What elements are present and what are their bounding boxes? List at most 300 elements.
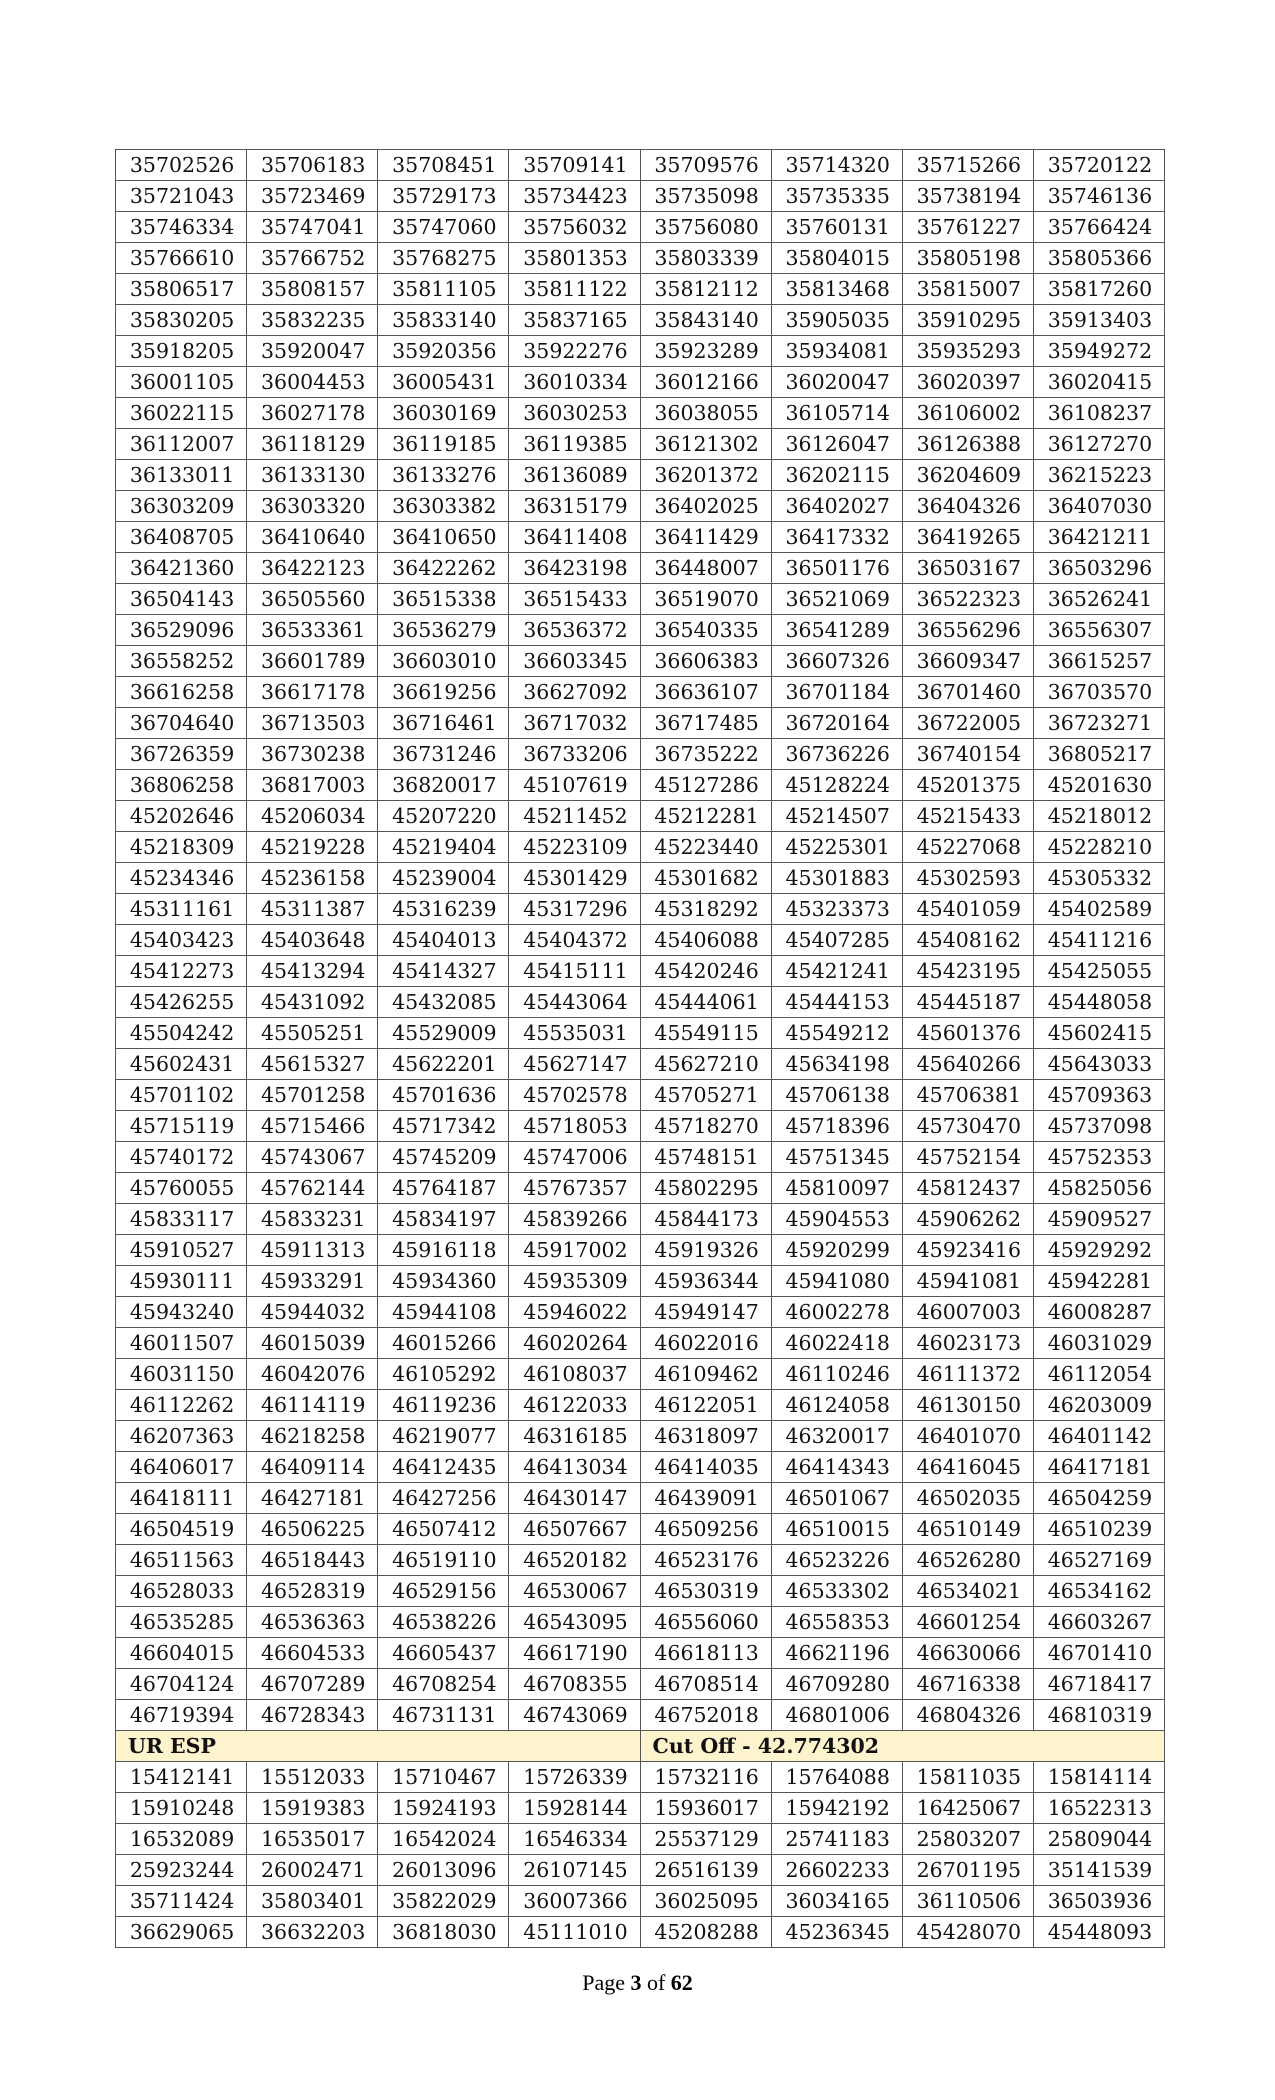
roll-number-cell: 45936344 — [640, 1266, 771, 1297]
roll-number-cell: 45730470 — [902, 1111, 1033, 1142]
roll-number-cell: 36027178 — [247, 398, 378, 429]
roll-number-cell: 15814114 — [1033, 1762, 1164, 1793]
roll-number-cell: 45404013 — [378, 925, 509, 956]
roll-number-cell: 36404326 — [902, 491, 1033, 522]
roll-number-cell: 45760055 — [116, 1173, 247, 1204]
roll-number-cell: 46207363 — [116, 1421, 247, 1452]
roll-number-cell: 45208288 — [640, 1917, 771, 1948]
roll-number-cell: 46701410 — [1033, 1638, 1164, 1669]
roll-number-cell: 35812112 — [640, 274, 771, 305]
table-row — [116, 1142, 1165, 1173]
roll-number-cell: 45748151 — [640, 1142, 771, 1173]
roll-number-cell: 45911313 — [247, 1235, 378, 1266]
roll-number-cell: 46603267 — [1033, 1607, 1164, 1638]
roll-number-cell: 36112007 — [116, 429, 247, 460]
roll-number-cell: 26002471 — [247, 1855, 378, 1886]
roll-number-cell: 35830205 — [116, 305, 247, 336]
roll-number-cell: 35711424 — [116, 1886, 247, 1917]
roll-number-cell: 46752018 — [640, 1700, 771, 1731]
roll-number-cell: 45223109 — [509, 832, 640, 863]
roll-number-cell: 35709576 — [640, 150, 771, 181]
roll-number-cell: 45643033 — [1033, 1049, 1164, 1080]
roll-number-cell: 36503296 — [1033, 553, 1164, 584]
roll-number-cell: 36806258 — [116, 770, 247, 801]
roll-number-cell: 46501067 — [771, 1483, 902, 1514]
roll-number-cell: 15942192 — [771, 1793, 902, 1824]
roll-number-cell: 36606383 — [640, 646, 771, 677]
roll-number-cell: 45317296 — [509, 894, 640, 925]
roll-number-cell: 35806517 — [116, 274, 247, 305]
roll-number-cell: 45432085 — [378, 987, 509, 1018]
roll-number-cell: 35735098 — [640, 181, 771, 212]
roll-number-cell: 46105292 — [378, 1359, 509, 1390]
roll-number-cell: 15928144 — [509, 1793, 640, 1824]
table-row — [116, 894, 1165, 925]
table-row — [116, 1328, 1165, 1359]
roll-number-cell: 45718396 — [771, 1111, 902, 1142]
roll-number-cell: 45111010 — [509, 1917, 640, 1948]
roll-number-cell: 35803401 — [247, 1886, 378, 1917]
roll-number-cell: 45743067 — [247, 1142, 378, 1173]
roll-number-cell: 45214507 — [771, 801, 902, 832]
table-row — [116, 1545, 1165, 1576]
roll-number-cell: 35756080 — [640, 212, 771, 243]
roll-number-cell: 45706138 — [771, 1080, 902, 1111]
table-row — [116, 1080, 1165, 1111]
roll-number-cell: 35720122 — [1033, 150, 1164, 181]
roll-number-cell: 25537129 — [640, 1824, 771, 1855]
section-category-label: UR ESP — [116, 1731, 641, 1762]
roll-number-cell: 45428070 — [902, 1917, 1033, 1948]
roll-number-cell: 16425067 — [902, 1793, 1033, 1824]
roll-number-cell: 45420246 — [640, 956, 771, 987]
roll-number-cell: 16522313 — [1033, 1793, 1164, 1824]
roll-number-cell: 36636107 — [640, 677, 771, 708]
roll-number-cell: 45946022 — [509, 1297, 640, 1328]
roll-number-cell: 45423195 — [902, 956, 1033, 987]
roll-number-cell: 35709141 — [509, 150, 640, 181]
roll-number-cell: 46031029 — [1033, 1328, 1164, 1359]
roll-number-cell: 36402027 — [771, 491, 902, 522]
roll-number-cell: 36603010 — [378, 646, 509, 677]
roll-number-cell: 36201372 — [640, 460, 771, 491]
roll-number-cell: 45941080 — [771, 1266, 902, 1297]
roll-number-cell: 36136089 — [509, 460, 640, 491]
table-row — [116, 1359, 1165, 1390]
roll-number-cell: 45634198 — [771, 1049, 902, 1080]
roll-number-cell: 36419265 — [902, 522, 1033, 553]
roll-number-cell: 46621196 — [771, 1638, 902, 1669]
roll-number-cell: 36030169 — [378, 398, 509, 429]
roll-number-cell: 46119236 — [378, 1390, 509, 1421]
roll-number-cell: 45212281 — [640, 801, 771, 832]
table-row — [116, 1917, 1165, 1948]
roll-number-cell: 45752353 — [1033, 1142, 1164, 1173]
roll-number-cell: 46810319 — [1033, 1700, 1164, 1731]
roll-number-cell: 46122051 — [640, 1390, 771, 1421]
roll-number-cell: 36733206 — [509, 739, 640, 770]
roll-number-table — [115, 149, 1165, 1948]
roll-number-cell: 36001105 — [116, 367, 247, 398]
roll-number-cell: 36817003 — [247, 770, 378, 801]
table-row — [116, 770, 1165, 801]
roll-number-cell: 36133130 — [247, 460, 378, 491]
roll-number-cell: 45640266 — [902, 1049, 1033, 1080]
roll-number-cell: 46112262 — [116, 1390, 247, 1421]
roll-number-cell: 35761227 — [902, 212, 1033, 243]
table-row — [116, 522, 1165, 553]
table-row — [116, 150, 1165, 181]
roll-number-cell: 36202115 — [771, 460, 902, 491]
roll-number-cell: 46510015 — [771, 1514, 902, 1545]
roll-number-cell: 46413034 — [509, 1452, 640, 1483]
roll-number-cell: 35801353 — [509, 243, 640, 274]
roll-number-cell: 46530067 — [509, 1576, 640, 1607]
roll-number-cell: 45219228 — [247, 832, 378, 863]
page-current: 3 — [630, 1970, 642, 1995]
roll-number-cell: 36410650 — [378, 522, 509, 553]
roll-number-cell: 36408705 — [116, 522, 247, 553]
table-row — [116, 460, 1165, 491]
roll-number-cell: 45127286 — [640, 770, 771, 801]
roll-number-cell: 46414343 — [771, 1452, 902, 1483]
roll-number-cell: 36740154 — [902, 739, 1033, 770]
roll-number-cell: 45718270 — [640, 1111, 771, 1142]
roll-number-cell: 45929292 — [1033, 1235, 1164, 1266]
roll-number-cell: 45810097 — [771, 1173, 902, 1204]
roll-number-cell: 46031150 — [116, 1359, 247, 1390]
roll-number-cell: 45415111 — [509, 956, 640, 987]
roll-number-cell: 36556296 — [902, 615, 1033, 646]
roll-number-cell: 36025095 — [640, 1886, 771, 1917]
roll-number-cell: 46112054 — [1033, 1359, 1164, 1390]
table-row — [116, 1886, 1165, 1917]
roll-number-cell: 46529156 — [378, 1576, 509, 1607]
roll-number-cell: 46108037 — [509, 1359, 640, 1390]
roll-number-cell: 36716461 — [378, 708, 509, 739]
roll-number-cell: 45402589 — [1033, 894, 1164, 925]
roll-number-cell: 36119185 — [378, 429, 509, 460]
roll-number-cell: 45219404 — [378, 832, 509, 863]
roll-number-cell: 46406017 — [116, 1452, 247, 1483]
roll-number-cell: 36726359 — [116, 739, 247, 770]
roll-number-cell: 46556060 — [640, 1607, 771, 1638]
table-row — [116, 212, 1165, 243]
roll-number-cell: 16532089 — [116, 1824, 247, 1855]
roll-number-cell: 46417181 — [1033, 1452, 1164, 1483]
roll-number-cell: 36504143 — [116, 584, 247, 615]
roll-number-cell: 36133276 — [378, 460, 509, 491]
roll-number-cell: 46416045 — [902, 1452, 1033, 1483]
roll-number-cell: 45705271 — [640, 1080, 771, 1111]
roll-number-cell: 45910527 — [116, 1235, 247, 1266]
roll-number-cell: 46523176 — [640, 1545, 771, 1576]
roll-number-cell: 36519070 — [640, 584, 771, 615]
table-row — [116, 615, 1165, 646]
roll-number-cell: 35715266 — [902, 150, 1033, 181]
roll-number-cell: 45701102 — [116, 1080, 247, 1111]
roll-number-cell: 45701636 — [378, 1080, 509, 1111]
roll-number-cell: 36536372 — [509, 615, 640, 646]
roll-number-cell: 45812437 — [902, 1173, 1033, 1204]
roll-number-cell: 36105714 — [771, 398, 902, 429]
roll-number-cell: 36133011 — [116, 460, 247, 491]
roll-number-cell: 46510149 — [902, 1514, 1033, 1545]
roll-number-cell: 25809044 — [1033, 1824, 1164, 1855]
table-row — [116, 491, 1165, 522]
roll-number-cell: 36558252 — [116, 646, 247, 677]
roll-number-cell: 46008287 — [1033, 1297, 1164, 1328]
roll-number-cell: 45431092 — [247, 987, 378, 1018]
roll-number-cell: 45740172 — [116, 1142, 247, 1173]
roll-number-cell: 15811035 — [902, 1762, 1033, 1793]
roll-number-cell: 36106002 — [902, 398, 1033, 429]
roll-number-cell: 46430147 — [509, 1483, 640, 1514]
roll-number-cell: 45627210 — [640, 1049, 771, 1080]
roll-number-cell: 35808157 — [247, 274, 378, 305]
roll-number-cell: 36503936 — [1033, 1886, 1164, 1917]
roll-number-cell: 45404372 — [509, 925, 640, 956]
roll-number-cell: 45909527 — [1033, 1204, 1164, 1235]
roll-number-cell: 45917002 — [509, 1235, 640, 1266]
roll-number-cell: 45425055 — [1033, 956, 1164, 987]
roll-number-cell: 35766610 — [116, 243, 247, 274]
roll-number-cell: 46527169 — [1033, 1545, 1164, 1576]
roll-number-cell: 45406088 — [640, 925, 771, 956]
roll-number-cell: 46504259 — [1033, 1483, 1164, 1514]
roll-number-cell: 46534162 — [1033, 1576, 1164, 1607]
roll-number-cell: 36609347 — [902, 646, 1033, 677]
roll-number-cell: 35811122 — [509, 274, 640, 305]
roll-number-cell: 36004453 — [247, 367, 378, 398]
roll-number-cell: 36703570 — [1033, 677, 1164, 708]
roll-number-cell: 36215223 — [1033, 460, 1164, 491]
roll-number-cell: 36303320 — [247, 491, 378, 522]
table-row — [116, 801, 1165, 832]
roll-number-cell: 46716338 — [902, 1669, 1033, 1700]
roll-number-cell: 46511563 — [116, 1545, 247, 1576]
roll-number-cell: 46507667 — [509, 1514, 640, 1545]
roll-number-cell: 15919383 — [247, 1793, 378, 1824]
roll-number-cell: 36616258 — [116, 677, 247, 708]
roll-number-cell: 46022016 — [640, 1328, 771, 1359]
roll-number-cell: 36303209 — [116, 491, 247, 522]
roll-number-cell: 45844173 — [640, 1204, 771, 1235]
roll-number-cell: 35935293 — [902, 336, 1033, 367]
roll-number-cell: 46708254 — [378, 1669, 509, 1700]
table-row — [116, 429, 1165, 460]
roll-number-cell: 45930111 — [116, 1266, 247, 1297]
roll-number-cell: 36034165 — [771, 1886, 902, 1917]
roll-number-cell: 45445187 — [902, 987, 1033, 1018]
roll-number-cell: 46427181 — [247, 1483, 378, 1514]
roll-number-cell: 45201375 — [902, 770, 1033, 801]
roll-number-cell: 46709280 — [771, 1669, 902, 1700]
roll-number-cell: 45549115 — [640, 1018, 771, 1049]
roll-number-cell: 16546334 — [509, 1824, 640, 1855]
roll-number-cell: 36505560 — [247, 584, 378, 615]
roll-number-cell: 36204609 — [902, 460, 1033, 491]
roll-number-cell: 46114119 — [247, 1390, 378, 1421]
roll-number-cell: 45919326 — [640, 1235, 771, 1266]
roll-number-cell: 45718053 — [509, 1111, 640, 1142]
roll-number-cell: 35920356 — [378, 336, 509, 367]
roll-number-cell: 36717032 — [509, 708, 640, 739]
roll-number-cell: 15512033 — [247, 1762, 378, 1793]
roll-number-cell: 36722005 — [902, 708, 1033, 739]
table-row — [116, 1018, 1165, 1049]
roll-number-cell: 36533361 — [247, 615, 378, 646]
roll-number-cell: 35723469 — [247, 181, 378, 212]
roll-number-cell: 46604015 — [116, 1638, 247, 1669]
table-row — [116, 1700, 1165, 1731]
roll-number-cell: 45942281 — [1033, 1266, 1164, 1297]
roll-number-cell: 36736226 — [771, 739, 902, 770]
roll-number-cell: 45448058 — [1033, 987, 1164, 1018]
roll-number-cell: 45923416 — [902, 1235, 1033, 1266]
roll-number-cell: 45833117 — [116, 1204, 247, 1235]
table-row — [116, 1049, 1165, 1080]
roll-number-cell: 36020415 — [1033, 367, 1164, 398]
table-row — [116, 832, 1165, 863]
roll-number-cell: 36619256 — [378, 677, 509, 708]
roll-number-cell: 46708355 — [509, 1669, 640, 1700]
roll-number-cell: 46605437 — [378, 1638, 509, 1669]
roll-number-cell: 36411408 — [509, 522, 640, 553]
table-row — [116, 1762, 1165, 1793]
roll-number-cell: 45311387 — [247, 894, 378, 925]
roll-number-cell: 36501176 — [771, 553, 902, 584]
roll-number-cell: 46526280 — [902, 1545, 1033, 1576]
roll-number-cell: 46528319 — [247, 1576, 378, 1607]
roll-number-cell: 25803207 — [902, 1824, 1033, 1855]
roll-number-cell: 45128224 — [771, 770, 902, 801]
roll-number-cell: 15732116 — [640, 1762, 771, 1793]
roll-number-cell: 46731131 — [378, 1700, 509, 1731]
roll-number-cell: 45802295 — [640, 1173, 771, 1204]
roll-number-cell: 35760131 — [771, 212, 902, 243]
table-row — [116, 305, 1165, 336]
roll-number-cell: 35805366 — [1033, 243, 1164, 274]
roll-number-cell: 36521069 — [771, 584, 902, 615]
roll-number-cell: 36730238 — [247, 739, 378, 770]
roll-number-cell: 46015039 — [247, 1328, 378, 1359]
roll-number-cell: 36118129 — [247, 429, 378, 460]
roll-number-cell: 46533302 — [771, 1576, 902, 1607]
roll-number-cell: 45949147 — [640, 1297, 771, 1328]
roll-number-cell: 45413294 — [247, 956, 378, 987]
roll-number-cell: 46124058 — [771, 1390, 902, 1421]
roll-number-cell: 45234346 — [116, 863, 247, 894]
roll-number-cell: 45933291 — [247, 1266, 378, 1297]
roll-number-cell: 36108237 — [1033, 398, 1164, 429]
roll-number-cell: 35934081 — [771, 336, 902, 367]
roll-number-cell: 45944032 — [247, 1297, 378, 1328]
roll-number-cell: 45701258 — [247, 1080, 378, 1111]
roll-number-cell: 46502035 — [902, 1483, 1033, 1514]
roll-number-cell: 15726339 — [509, 1762, 640, 1793]
table-row — [116, 1483, 1165, 1514]
roll-number-cell: 45601376 — [902, 1018, 1033, 1049]
roll-number-cell: 26701195 — [902, 1855, 1033, 1886]
roll-number-cell: 36503167 — [902, 553, 1033, 584]
roll-number-cell: 46509256 — [640, 1514, 771, 1545]
table-row — [116, 1204, 1165, 1235]
table-row — [116, 739, 1165, 770]
roll-number-cell: 36820017 — [378, 770, 509, 801]
roll-number-cell: 36717485 — [640, 708, 771, 739]
table-row — [116, 1514, 1165, 1545]
roll-number-cell: 15764088 — [771, 1762, 902, 1793]
roll-number-cell: 15910248 — [116, 1793, 247, 1824]
roll-number-cell: 35837165 — [509, 305, 640, 336]
table-row — [116, 584, 1165, 615]
roll-number-cell: 45916118 — [378, 1235, 509, 1266]
roll-number-cell: 36407030 — [1033, 491, 1164, 522]
roll-number-cell: 16535017 — [247, 1824, 378, 1855]
roll-number-cell: 46111372 — [902, 1359, 1033, 1390]
roll-number-cell: 45408162 — [902, 925, 1033, 956]
roll-number-cell: 46020264 — [509, 1328, 640, 1359]
roll-number-cell: 45215433 — [902, 801, 1033, 832]
roll-number-cell: 36126047 — [771, 429, 902, 460]
table-row — [116, 708, 1165, 739]
roll-number-cell: 45715119 — [116, 1111, 247, 1142]
roll-number-cell: 46023173 — [902, 1328, 1033, 1359]
roll-number-cell: 46506225 — [247, 1514, 378, 1545]
roll-number-cell: 45414327 — [378, 956, 509, 987]
roll-number-cell: 45318292 — [640, 894, 771, 925]
roll-number-cell: 45301883 — [771, 863, 902, 894]
roll-number-cell: 36515433 — [509, 584, 640, 615]
roll-number-cell: 46520182 — [509, 1545, 640, 1576]
roll-number-cell: 46535285 — [116, 1607, 247, 1638]
roll-number-cell: 36515338 — [378, 584, 509, 615]
roll-number-cell: 36723271 — [1033, 708, 1164, 739]
roll-number-cell: 45745209 — [378, 1142, 509, 1173]
roll-number-cell: 35756032 — [509, 212, 640, 243]
roll-number-cell: 45412273 — [116, 956, 247, 987]
table-row — [116, 1607, 1165, 1638]
roll-number-cell: 36010334 — [509, 367, 640, 398]
roll-number-cell: 36030253 — [509, 398, 640, 429]
roll-number-cell: 35949272 — [1033, 336, 1164, 367]
roll-number-cell: 45529009 — [378, 1018, 509, 1049]
roll-number-cell: 36421211 — [1033, 522, 1164, 553]
roll-number-cell: 45934360 — [378, 1266, 509, 1297]
table-body-section — [116, 1731, 1165, 1762]
roll-number-cell: 35913403 — [1033, 305, 1164, 336]
roll-number-cell: 45839266 — [509, 1204, 640, 1235]
roll-number-cell: 45717342 — [378, 1111, 509, 1142]
roll-number-cell: 36607326 — [771, 646, 902, 677]
roll-number-cell: 46504519 — [116, 1514, 247, 1545]
table-row — [116, 367, 1165, 398]
roll-number-cell: 46534021 — [902, 1576, 1033, 1607]
roll-number-cell: 36735222 — [640, 739, 771, 770]
roll-number-cell: 46707289 — [247, 1669, 378, 1700]
roll-number-cell: 46316185 — [509, 1421, 640, 1452]
table-row — [116, 1824, 1165, 1855]
roll-number-cell: 46618113 — [640, 1638, 771, 1669]
roll-number-cell: 45218309 — [116, 832, 247, 863]
roll-number-cell: 45622201 — [378, 1049, 509, 1080]
roll-number-cell: 45941081 — [902, 1266, 1033, 1297]
roll-number-cell: 46558353 — [771, 1607, 902, 1638]
roll-number-cell: 15936017 — [640, 1793, 771, 1824]
roll-number-cell: 36601789 — [247, 646, 378, 677]
roll-number-cell: 46109462 — [640, 1359, 771, 1390]
